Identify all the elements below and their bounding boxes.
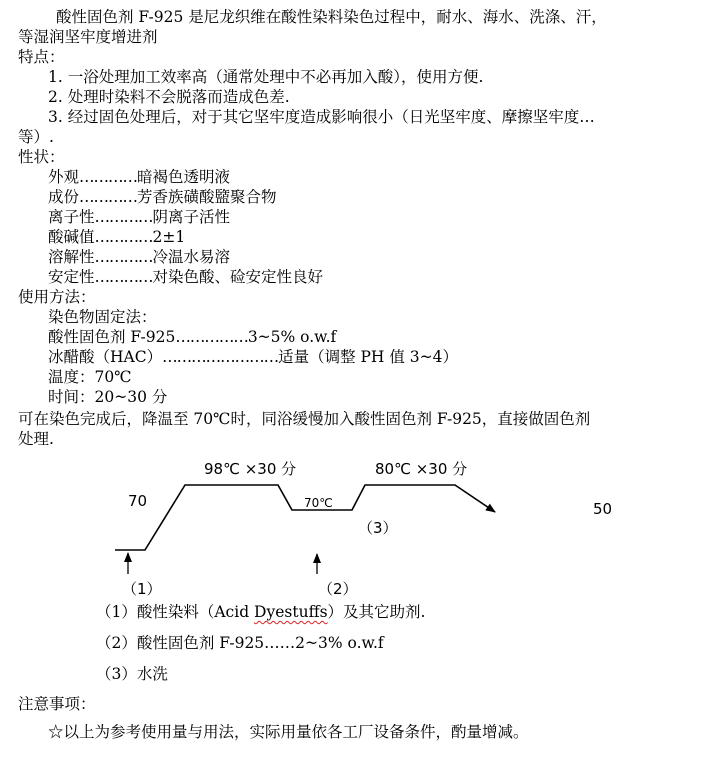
property-leader: ………… (79, 168, 138, 186)
label-70c-mid: 70℃ (304, 496, 333, 510)
property-leader: ………… (94, 268, 153, 286)
property-leader: ………… (94, 208, 153, 226)
legend-item-2: （2）酸性固色剂 F-925……2~3% o.w.f (96, 634, 384, 652)
recipe-label: 冰醋酸（HAC） (48, 348, 163, 366)
property-label: 酸碱值 (48, 228, 95, 246)
intro-line-2: 等湿润坚牢度增进剂 (18, 28, 158, 46)
property-value: 2±1 (152, 228, 186, 246)
feature-item-3b: 等）. (18, 128, 54, 146)
property-label: 安定性 (48, 268, 95, 286)
usage-note-1: 可在染色完成后，降温至 70℃时，同浴缓慢加入酸性固色剂 F-925，直接做固色剂 (18, 410, 591, 428)
recipe-value: 3~5% o.w.f (247, 328, 337, 346)
time-line: 时间：20~30 分 (48, 388, 168, 406)
recipe-leader: …………… (175, 328, 248, 346)
process-diagram (0, 450, 723, 600)
label-80c: 80℃ ×30 分 (375, 460, 468, 478)
temperature-line: 温度：70℃ (48, 368, 132, 386)
property-leader: ………… (94, 248, 153, 266)
property-value: 对染色酸、硷安定性良好 (152, 268, 324, 286)
features-heading: 特点： (18, 48, 65, 66)
notes-text: ☆以上为参考使用量与用法，实际用量依各工厂设备条件，酌量增减。 (48, 723, 529, 741)
feature-item-1: 1. 一浴处理加工效率高（通常处理中不必再加入酸），使用方便. (48, 68, 484, 86)
marker-3-label: （3） (358, 519, 398, 537)
recipe-label: 酸性固色剂 F-925 (48, 328, 176, 346)
intro-line-1: 酸性固色剂 F-925 是尼龙织维在酸性染料染色过程中，耐水、海水、洗涤、汗， (56, 8, 607, 26)
property-value: 暗褐色透明液 (137, 168, 231, 186)
usage-note-2: 处理. (18, 430, 54, 448)
property-leader: ………… (79, 188, 138, 206)
feature-item-3a: 3. 经过固色处理后，对于其它坚牢度造成影响很小（日光坚牢度、摩擦坚牢度… (48, 108, 595, 126)
legend-item-1 (96, 602, 425, 622)
property-row (48, 247, 230, 267)
marker-2-label: （2） (318, 580, 358, 598)
temperature-profile-line (115, 485, 495, 550)
recipe-row-1 (48, 327, 336, 347)
property-value: 冷温水易溶 (152, 248, 231, 266)
label-50: 50 (593, 500, 613, 518)
properties-heading: 性状： (18, 148, 65, 166)
usage-heading: 使用方法： (18, 288, 96, 306)
label-70-left: 70 (128, 492, 148, 510)
legend-item-1-prefix: （1）酸性染料（Acid (96, 603, 255, 621)
marker-1-label: （1） (122, 580, 162, 598)
property-value: 阴离子活性 (152, 208, 231, 226)
property-row (48, 227, 185, 247)
notes-heading: 注意事项： (18, 695, 96, 713)
recipe-value: 适量（调整 PH 值 3~4） (278, 348, 459, 366)
property-row (48, 267, 323, 287)
property-label: 成份 (48, 188, 80, 206)
property-label: 溶解性 (48, 248, 95, 266)
legend-item-1-word: Dyestuffs (254, 603, 328, 621)
property-row (48, 187, 277, 207)
property-leader: ………… (94, 228, 153, 246)
property-value: 芳香族磺酸盬聚合物 (137, 188, 277, 206)
property-label: 外观 (48, 168, 80, 186)
label-98c: 98℃ ×30 分 (204, 460, 297, 478)
property-row (48, 207, 230, 227)
feature-item-2: 2. 处理时染料不会脱落而造成色差. (48, 88, 290, 106)
property-row (48, 167, 230, 187)
recipe-row-2 (48, 347, 458, 367)
recipe-leader: …………………… (162, 348, 279, 366)
property-label: 离子性 (48, 208, 95, 226)
legend-item-1-suffix: ）及其它助剂. (327, 603, 426, 621)
method-title: 染色物固定法： (48, 308, 157, 326)
legend-item-3: （3）水洗 (96, 665, 168, 683)
